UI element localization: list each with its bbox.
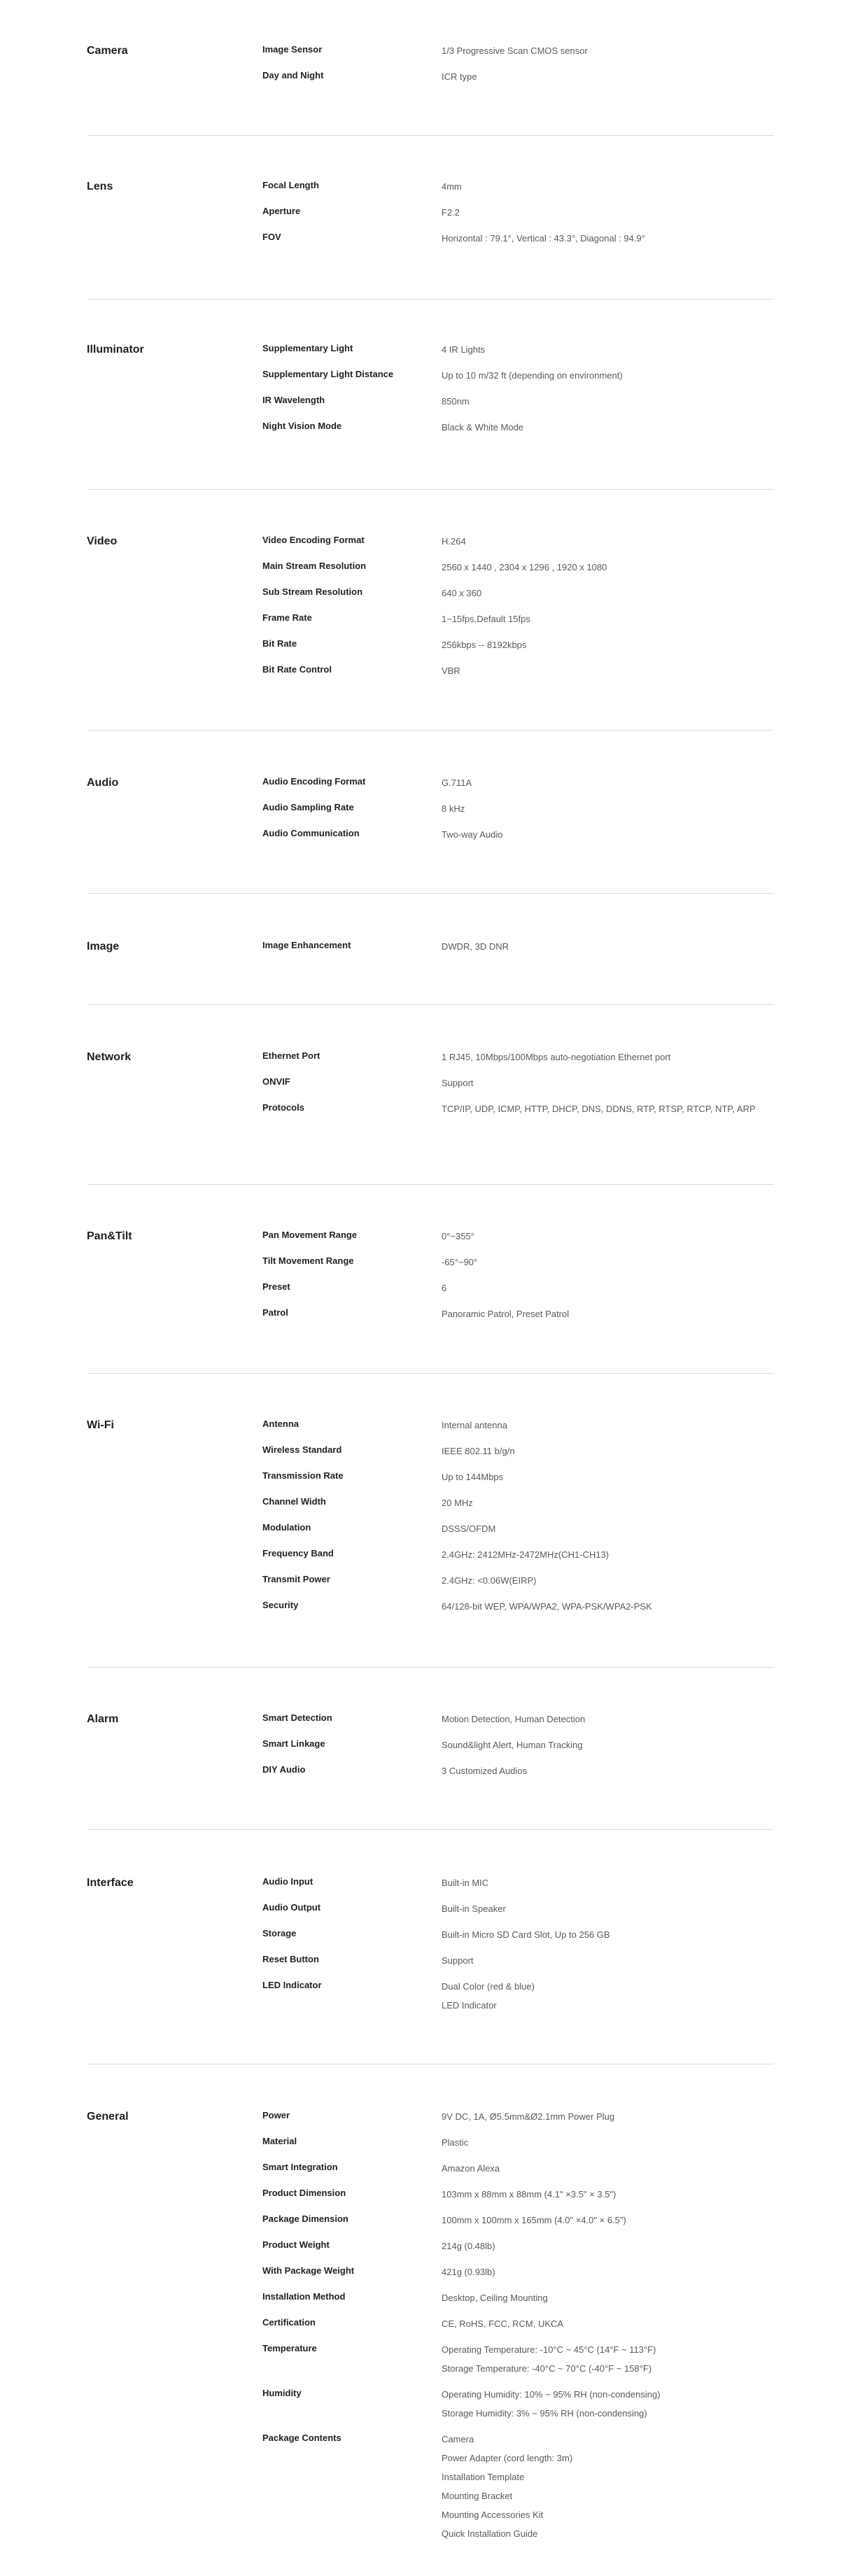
section-divider: [87, 893, 774, 894]
spec-value-line: 214g (0.48lb): [442, 2241, 495, 2251]
spec-label: Audio Sampling Rate: [262, 802, 354, 812]
spec-value-line: Storage Temperature: -40°C ~ 70°C (-40°F ~ 158°F): [442, 2363, 652, 2374]
spec-value: [442, 1876, 774, 1892]
spec-value-line: Internal antenna: [442, 1420, 507, 1430]
spec-value-line: DSSS/OFDM: [442, 1523, 496, 1534]
spec-value: [442, 1050, 774, 1067]
spec-label: Modulation: [262, 1522, 311, 1533]
spec-value: [442, 369, 774, 385]
spec-value-line: Installation Template: [442, 2472, 525, 2482]
spec-value-line: DWDR, 3D DNR: [442, 941, 509, 952]
spec-value-line: G.711A: [442, 777, 472, 788]
spec-value-line: 2.4GHz: <0.06W(EIRP): [442, 1575, 537, 1586]
spec-label: With Package Weight: [262, 2265, 355, 2276]
spec-value: [442, 2291, 774, 2307]
spec-label: IR Wavelength: [262, 395, 325, 405]
spec-label: Bit Rate Control: [262, 664, 332, 675]
section-title: Pan&Tilt: [87, 1230, 132, 1242]
spec-label: Channel Width: [262, 1496, 326, 1507]
section-divider: [87, 1184, 774, 1185]
spec-value: [442, 535, 774, 551]
spec-value-line: F2.2: [442, 207, 460, 218]
spec-value-line: Panoramic Patrol, Preset Patrol: [442, 1309, 570, 1319]
spec-value-line: ICR type: [442, 71, 477, 82]
spec-value-line: Power Adapter (cord length: 3m): [442, 2453, 573, 2463]
spec-value: [442, 343, 774, 359]
spec-value-line: Support: [442, 1955, 474, 1966]
spec-value-line: Two-way Audio: [442, 829, 503, 840]
spec-value-line: Up to 10 m/32 ft (depending on environment): [442, 370, 623, 381]
spec-value: [442, 664, 774, 680]
spec-value: [442, 828, 774, 844]
section-title: General: [87, 2111, 129, 2123]
spec-value-line: 0°~355°: [442, 1231, 474, 1241]
spec-value-line: 6: [442, 1283, 447, 1293]
spec-value: [442, 2188, 774, 2204]
spec-value-line: IEEE 802.11 b/g/n: [442, 1446, 515, 1456]
spec-label: Main Stream Resolution: [262, 561, 367, 571]
spec-label: Ethernet Port: [262, 1050, 320, 1061]
spec-label: Reset Button: [262, 1954, 319, 1964]
section-divider: [87, 1829, 774, 1830]
spec-value-line: Built-in Micro SD Card Slot, Up to 256 GB: [442, 1929, 610, 1940]
spec-label: Day and Night: [262, 70, 324, 80]
spec-value: [442, 2388, 774, 2423]
spec-value-line: TCP/IP, UDP, ICMP, HTTP, DHCP, DNS, DDNS, RTP, RTSP, RTCP, NTP, ARP: [442, 1104, 756, 1114]
spec-label: Protocols: [262, 1102, 304, 1113]
spec-value: [442, 2110, 774, 2126]
spec-value: [442, 940, 774, 956]
spec-value: [442, 1419, 774, 1435]
section-title: Camera: [87, 45, 128, 57]
section-divider: [87, 1004, 774, 1005]
spec-value-line: 4mm: [442, 181, 462, 192]
spec-label: Temperature: [262, 2343, 317, 2353]
spec-label: ONVIF: [262, 1076, 290, 1087]
spec-label: Audio Communication: [262, 828, 360, 838]
spec-label: Audio Input: [262, 1876, 313, 1887]
spec-value-line: 2560 x 1440 , 2304 x 1296 , 1920 x 1080: [442, 562, 607, 572]
section-title: Image: [87, 941, 120, 952]
section-title: Network: [87, 1051, 132, 1063]
spec-value: [442, 1496, 774, 1512]
spec-value-line: Up to 144Mbps: [442, 1472, 504, 1482]
spec-label: Audio Encoding Format: [262, 776, 366, 787]
spec-label: Supplementary Light Distance: [262, 369, 394, 379]
spec-label: Package Dimension: [262, 2213, 348, 2224]
spec-label: Supplementary Light: [262, 343, 353, 353]
spec-value: [442, 776, 774, 792]
spec-value: [442, 1307, 774, 1323]
section-title: Interface: [87, 1877, 134, 1889]
spec-value: [442, 44, 774, 60]
spec-value-line: 256kbps -- 8192kbps: [442, 640, 527, 650]
spec-label: Tilt Movement Range: [262, 1255, 354, 1266]
spec-value-line: 100mm x 100mm x 165mm (4.0" ×4.0" × 6.5"): [442, 2215, 626, 2225]
spec-label: Frame Rate: [262, 612, 312, 623]
spec-value-line: 9V DC, 1A, Ø5.5mm&Ø2.1mm Power Plug: [442, 2111, 615, 2122]
spec-value-line: Dual Color (red & blue): [442, 1981, 535, 1992]
section-divider: [87, 730, 774, 731]
spec-label: Security: [262, 1600, 299, 1610]
spec-label: Audio Output: [262, 1902, 321, 1913]
spec-label: Image Sensor: [262, 44, 323, 55]
spec-value: [442, 1954, 774, 1970]
spec-value-line: 1 RJ45, 10Mbps/100Mbps auto-negotiation Ethernet port: [442, 1052, 671, 1062]
spec-value: [442, 1764, 774, 1780]
spec-label: Pan Movement Range: [262, 1230, 358, 1240]
spec-label: Smart Linkage: [262, 1738, 325, 1749]
spec-value: [442, 1076, 774, 1092]
spec-label: Night Vision Mode: [262, 421, 342, 431]
spec-value-line: 640 x 360: [442, 588, 482, 598]
spec-label: Wireless Standard: [262, 1444, 342, 1455]
spec-value: [442, 1444, 774, 1461]
spec-label: Image Enhancement: [262, 940, 351, 950]
spec-label: Smart Integration: [262, 2162, 338, 2172]
spec-value-line: LED Indicator: [442, 2000, 497, 2011]
spec-value-line: Horizontal : 79.1°, Vertical : 43.3°, Diagonal : 94.9°: [442, 233, 645, 244]
spec-label: Antenna: [262, 1419, 299, 1429]
spec-value-line: Camera: [442, 2434, 474, 2444]
spec-value-line: CE, RoHS, FCC, RCM, UKCA: [442, 2318, 564, 2329]
spec-label: Product Dimension: [262, 2188, 346, 2198]
spec-value-line: Operating Humidity: 10% ~ 95% RH (non-condensing): [442, 2389, 661, 2400]
spec-label: Patrol: [262, 1307, 288, 1318]
spec-label: Frequency Band: [262, 1548, 334, 1558]
spec-value-line: 103mm x 88mm x 88mm (4.1" ×3.5" × 3.5"): [442, 2189, 616, 2200]
spec-value-line: Support: [442, 1078, 474, 1088]
spec-value: [442, 1902, 774, 1918]
spec-value: [442, 1928, 774, 1944]
spec-value: [442, 2433, 774, 2543]
spec-value: [442, 802, 774, 818]
spec-value: [442, 1522, 774, 1538]
spec-value: [442, 395, 774, 411]
spec-label: Product Weight: [262, 2239, 330, 2250]
spec-value: [442, 1255, 774, 1272]
spec-value-line: Quick Installation Guide: [442, 2528, 538, 2539]
spec-value-line: Built-in Speaker: [442, 1903, 506, 1914]
section-divider: [87, 1667, 774, 1668]
spec-value: [442, 1230, 774, 1246]
spec-value-line: 20 MHz: [442, 1498, 473, 1508]
spec-value: [442, 2317, 774, 2333]
spec-value: [442, 1548, 774, 1564]
section-divider: [87, 1373, 774, 1374]
spec-value: [442, 1980, 774, 2015]
spec-value: [442, 1738, 774, 1754]
spec-value-line: Mounting Bracket: [442, 2491, 513, 2501]
spec-value: [442, 421, 774, 437]
spec-label: Focal Length: [262, 180, 319, 190]
spec-label: Storage: [262, 1928, 297, 1938]
spec-value: [442, 586, 774, 603]
section-title: Video: [87, 535, 118, 547]
spec-value-line: 2.4GHz: 2412MHz-2472MHz(CH1-CH13): [442, 1549, 609, 1560]
section-divider: [87, 135, 774, 136]
spec-label: Package Contents: [262, 2433, 341, 2443]
spec-value: [442, 561, 774, 577]
spec-label: FOV: [262, 232, 281, 242]
spec-value: [442, 206, 774, 222]
spec-value-line: 1/3 Progressive Scan CMOS sensor: [442, 45, 588, 56]
spec-value: [442, 612, 774, 628]
spec-value: [442, 2239, 774, 2255]
spec-label: Smart Detection: [262, 1712, 332, 1723]
spec-value-line: 850nm: [442, 396, 470, 407]
spec-label: DIY Audio: [262, 1764, 306, 1775]
spec-value-line: H.264: [442, 536, 466, 547]
spec-value: [442, 180, 774, 196]
spec-value: [442, 1574, 774, 1590]
spec-value: [442, 2162, 774, 2178]
spec-value: [442, 2213, 774, 2230]
spec-value-line: Desktop, Ceiling Mounting: [442, 2293, 548, 2303]
spec-value-line: Sound&light Alert, Human Tracking: [442, 1740, 583, 1750]
spec-value: [442, 1281, 774, 1297]
spec-value-line: 1~15fps,Default 15fps: [442, 614, 530, 624]
spec-value-line: 8 kHz: [442, 803, 465, 814]
spec-value: [442, 1102, 774, 1118]
spec-value-line: Built-in MIC: [442, 1878, 489, 1888]
spec-value-line: Plastic: [442, 2137, 469, 2148]
spec-label: Power: [262, 2110, 290, 2120]
spec-label: Installation Method: [262, 2291, 346, 2302]
spec-value: [442, 1712, 774, 1729]
section-divider: [87, 299, 774, 300]
spec-value: [442, 232, 774, 248]
spec-label: Preset: [262, 1281, 290, 1292]
spec-label: Video Encoding Format: [262, 535, 365, 545]
spec-value: [442, 70, 774, 86]
spec-value-line: Operating Temperature: -10°C ~ 45°C (14°F ~ 113°F): [442, 2344, 656, 2355]
spec-label: Sub Stream Resolution: [262, 586, 363, 597]
section-title: Audio: [87, 777, 119, 789]
spec-label: LED Indicator: [262, 1980, 322, 1990]
spec-value-line: 64/128-bit WEP, WPA/WPA2, WPA-PSK/WPA2-PSK: [442, 1601, 652, 1612]
spec-value: [442, 638, 774, 654]
spec-label: Certification: [262, 2317, 316, 2328]
spec-label: Bit Rate: [262, 638, 297, 649]
spec-value-line: Mounting Accessories Kit: [442, 2510, 544, 2520]
spec-label: Transmission Rate: [262, 1470, 344, 1481]
spec-value: [442, 2343, 774, 2378]
spec-value-line: Storage Humidity: 3% ~ 95% RH (non-condensing): [442, 2408, 647, 2419]
spec-value: [442, 1600, 774, 1616]
spec-value: [442, 2265, 774, 2281]
spec-value-line: 421g (0.93lb): [442, 2267, 495, 2277]
spec-value-line: -65°~90°: [442, 1257, 478, 1267]
spec-label: Aperture: [262, 206, 301, 216]
spec-label: Transmit Power: [262, 1574, 330, 1584]
section-title: Lens: [87, 181, 113, 192]
spec-value: [442, 1470, 774, 1486]
spec-value-line: Black & White Mode: [442, 422, 524, 432]
spec-value-line: 3 Customized Audios: [442, 1766, 528, 1776]
section-title: Illuminator: [87, 344, 144, 356]
spec-value-line: Motion Detection, Human Detection: [442, 1714, 586, 1724]
spec-label: Humidity: [262, 2388, 302, 2398]
section-title: Wi-Fi: [87, 1419, 114, 1431]
spec-value-line: VBR: [442, 666, 460, 676]
spec-value: [442, 2136, 774, 2152]
spec-value-line: Amazon Alexa: [442, 2163, 500, 2174]
section-divider: [87, 489, 774, 490]
section-title: Alarm: [87, 1713, 119, 1725]
spec-label: Material: [262, 2136, 297, 2146]
spec-value-line: 4 IR Lights: [442, 344, 486, 355]
